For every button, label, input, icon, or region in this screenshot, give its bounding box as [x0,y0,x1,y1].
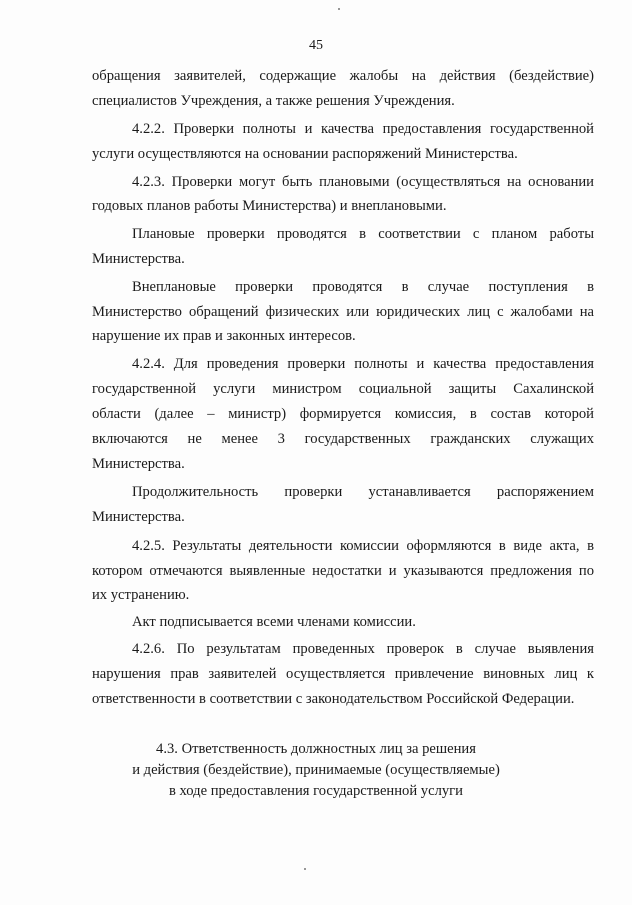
scan-speck [304,868,306,870]
text-line: Плановые проверки проводятся в соответствии с планом работы [132,226,594,242]
text-line: услуги осуществляются на основании распоряжений Министерства. [92,146,518,162]
text-line: 4.2.6. По результатам проведенных проверок в случае выявления [132,641,594,657]
page-number: 45 [309,38,323,53]
text-line: Министерства. [92,251,185,267]
text-line: специалистов Учреждения, а также решения Учреждения. [92,93,455,109]
text-line: котором отмечаются выявленные недостатки и указываются предложения по [92,563,594,579]
text-line: государственной услуги министром социальной защиты Сахалинской [92,381,594,397]
section-heading-line: в ходе предоставления государственной услуги [169,783,463,799]
text-line: Продолжительность проверки устанавливается распоряжением [132,484,594,500]
text-line: 4.2.5. Результаты деятельности комиссии оформляются в виде акта, в [132,538,594,554]
text-line: 4.2.4. Для проведения проверки полноты и качества предоставления [132,356,594,372]
text-line: годовых планов работы Министерства) и внеплановыми. [92,198,447,214]
text-line: области (далее – министр) формируется комиссия, в состав которой [92,406,594,422]
text-line: нарушение их прав и законных интересов. [92,328,356,344]
scan-speck [338,8,340,10]
text-line: Внеплановые проверки проводятся в случае поступления в [132,279,594,295]
text-line: нарушения прав заявителей осуществляется привлечение виновных лиц к [92,666,594,682]
text-line: Акт подписывается всеми членами комиссии. [132,614,416,630]
text-line: Министерства. [92,456,185,472]
text-line: их устранению. [92,587,190,603]
text-line: включаются не менее 3 государственных гражданских служащих [92,431,594,447]
text-line: Министерства. [92,509,185,525]
text-line: 4.2.2. Проверки полноты и качества предоставления государственной [132,121,594,137]
section-heading-line: 4.3. Ответственность должностных лиц за решения [156,741,476,757]
text-line: обращения заявителей, содержащие жалобы на действия (бездействие) [92,68,594,84]
section-heading-line: и действия (бездействие), принимаемые (осуществляемые) [132,762,500,778]
text-line: ответственности в соответствии с законодательством Российской Федерации. [92,691,575,707]
text-line: 4.2.3. Проверки могут быть плановыми (осуществляться на основании [132,174,594,190]
text-line: Министерство обращений физических или юридических лиц с жалобами на [92,304,594,320]
